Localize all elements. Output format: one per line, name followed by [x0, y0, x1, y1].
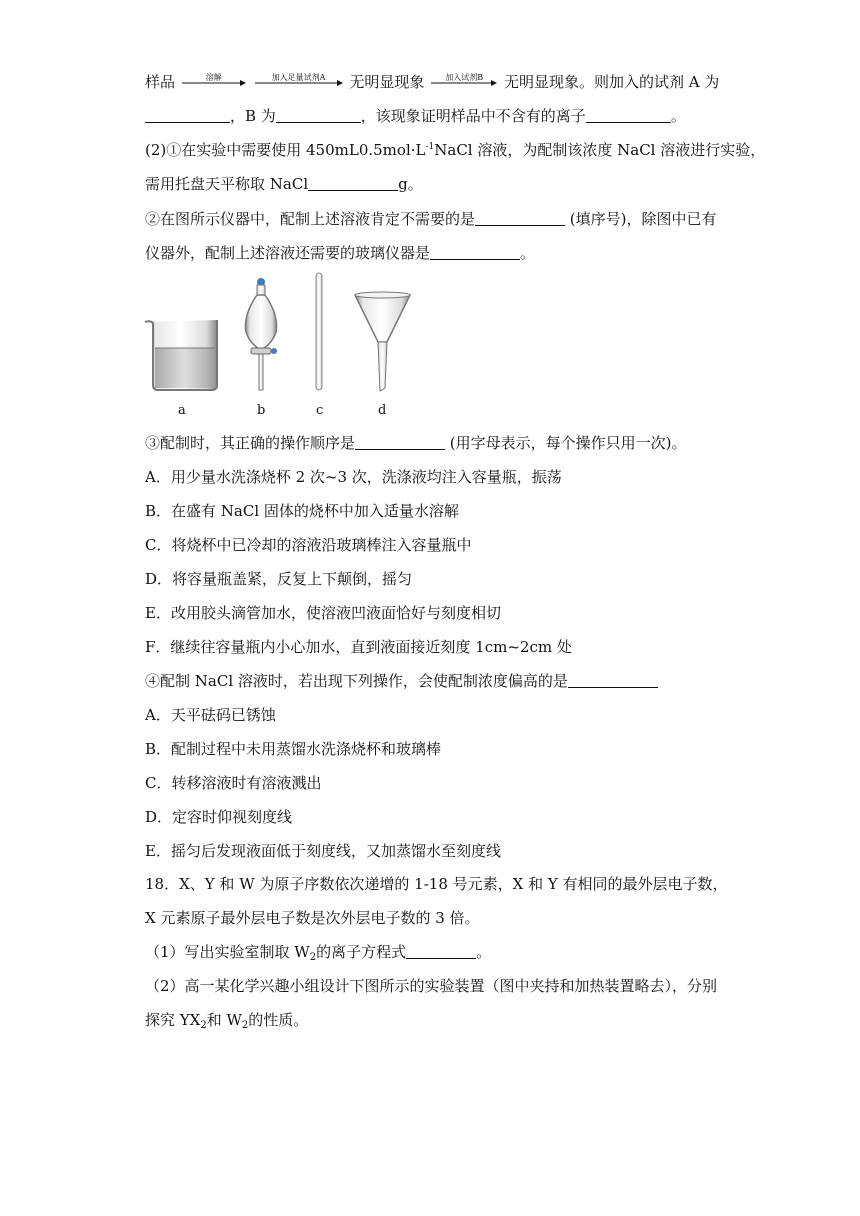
q18-part-1	[145, 942, 491, 962]
q1-tail: ，该现象证明样品中不含有的离子	[360, 107, 586, 125]
q2-1-line2-a: 需用托盘天平称取 NaCl	[145, 175, 309, 193]
separatory-funnel-icon	[245, 278, 277, 390]
answer-blank-glassware[interactable]	[430, 244, 520, 260]
apparatus-figure	[140, 270, 440, 425]
glass-rod-icon	[316, 273, 322, 390]
answer-blank-a[interactable]	[145, 107, 230, 123]
q2-3-option-a: A．用少量水洗涤烧杯 2 次~3 次，洗涤液均注入容量瓶，振荡	[145, 468, 562, 486]
q2-3-stem-a: ③配制时，其正确的操作顺序是	[145, 434, 356, 452]
figure-caption-d: d	[378, 403, 387, 418]
beaker-icon	[145, 320, 217, 390]
q2-2-line-1	[145, 209, 717, 229]
q18-line-2: X 元素原子最外层电子数是次外层电子数的 3 倍。	[145, 909, 480, 927]
answer-blank-ion[interactable]	[586, 107, 671, 123]
q2-3-stem-b: (用字母表示，每个操作只用一次)。	[445, 434, 687, 452]
q1-b-label: ，B 为	[230, 107, 276, 125]
q2-4-stem	[145, 671, 658, 691]
q18-p1-b: 的离子方程式	[316, 943, 407, 961]
q18-p2-sub2: 2	[241, 1020, 249, 1031]
funnel-icon	[355, 292, 410, 391]
answer-blank-equation[interactable]	[406, 943, 476, 959]
answer-blank-b[interactable]	[276, 107, 361, 123]
q2-4-option-a: A．天平砝码已锈蚀	[145, 706, 276, 724]
q2-2-line2-b: 。	[520, 244, 536, 262]
q1-result-2: 无明显现象。则加入的试剂 A 为	[503, 73, 720, 91]
q2-1-sup: -1	[425, 142, 435, 152]
figure-caption-c: c	[316, 403, 324, 418]
q1-line-1	[145, 72, 719, 92]
q18-p1-a: （1）写出实验室制取 W	[145, 943, 310, 961]
q2-2-line2-a: 仪器外，配制上述溶液还需要的玻璃仪器是	[145, 244, 431, 262]
q18-p1-end: 。	[476, 943, 492, 961]
reaction-arrow-2	[255, 73, 343, 87]
q2-3-option-d: D．将容量瓶盖紧，反复上下颠倒，摇匀	[145, 570, 413, 588]
figure-caption-b: b	[257, 403, 266, 418]
q2-4-option-d: D．定容时仰视刻度线	[145, 808, 293, 826]
q2-2-line-2	[145, 243, 535, 263]
q2-1-text-b: NaCl 溶液，为配制该浓度 NaCl 溶液进行实验，	[434, 141, 766, 159]
answer-blank-unneeded[interactable]	[475, 210, 565, 226]
q18-p2-sub1: 2	[200, 1020, 207, 1031]
q2-4-option-e: E．摇匀后发现液面低于刻度线，又加蒸馏水至刻度线	[145, 842, 501, 860]
q1-sample-text: 样品	[145, 73, 176, 91]
q2-4-stem-text: ④配制 NaCl 溶液时，若出现下列操作，会使配制浓度偏高的是	[145, 672, 568, 690]
q2-1-line-2	[145, 174, 423, 194]
figure-caption-a: a	[178, 403, 186, 418]
answer-blank-high[interactable]	[568, 672, 658, 688]
arrow-1-label: 溶解	[205, 73, 222, 82]
q2-4-option-b: B．配制过程中未用蒸馏水洗涤烧杯和玻璃棒	[145, 740, 442, 758]
q2-3-option-c: C．将烧杯中已冷却的溶液沿玻璃棒注入容量瓶中	[145, 536, 472, 554]
q2-2-line1-b: (填序号)，除图中已有	[565, 210, 717, 228]
q1-line-2	[145, 106, 686, 126]
reaction-arrow-1	[182, 73, 246, 87]
q2-3-stem	[145, 433, 687, 453]
q18-p2-a: 探究 YX	[145, 1011, 201, 1029]
q18-p1-sub: 2	[309, 952, 317, 963]
answer-blank-mass[interactable]	[308, 175, 398, 191]
arrow-2-label: 加入足量试剂A	[271, 73, 326, 82]
q18-part-2-line-2	[145, 1010, 308, 1030]
q18-line-1: 18．X、Y 和 W 为原子序数依次递增的 1-18 号元素，X 和 Y 有相同的最外层电子数，	[145, 875, 728, 893]
answer-blank-order[interactable]	[355, 434, 445, 450]
q18-p2-b: 和 W	[206, 1011, 242, 1029]
q1-result-1: 无明显现象	[349, 73, 425, 91]
q2-3-option-f: F．继续往容量瓶内小心加水，直到液面接近刻度 1cm~2cm 处	[145, 638, 572, 656]
q2-1-line-1	[145, 140, 765, 160]
q2-4-option-c: C．转移溶液时有溶液溅出	[145, 774, 322, 792]
q2-2-line1-a: ②在图所示仪器中，配制上述溶液肯定不需要的是	[145, 210, 476, 228]
arrow-3-label: 加入试剂B	[445, 73, 484, 82]
q2-1-text-a: (2)①在实验中需要使用 450mL0.5mol·L	[145, 141, 426, 159]
q2-3-option-b: B．在盛有 NaCl 固体的烧杯中加入适量水溶解	[145, 502, 459, 520]
q1-end: 。	[670, 107, 686, 125]
q18-part-2-line-1: （2）高一某化学兴趣小组设计下图所示的实验装置（图中夹持和加热装置略去），分别	[145, 977, 718, 995]
reaction-arrow-3	[431, 73, 497, 87]
q18-p2-c: 的性质。	[248, 1011, 309, 1029]
q2-1-line2-b: g。	[398, 175, 423, 193]
q2-3-option-e: E．改用胶头滴管加水，使溶液凹液面恰好与刻度相切	[145, 604, 501, 622]
